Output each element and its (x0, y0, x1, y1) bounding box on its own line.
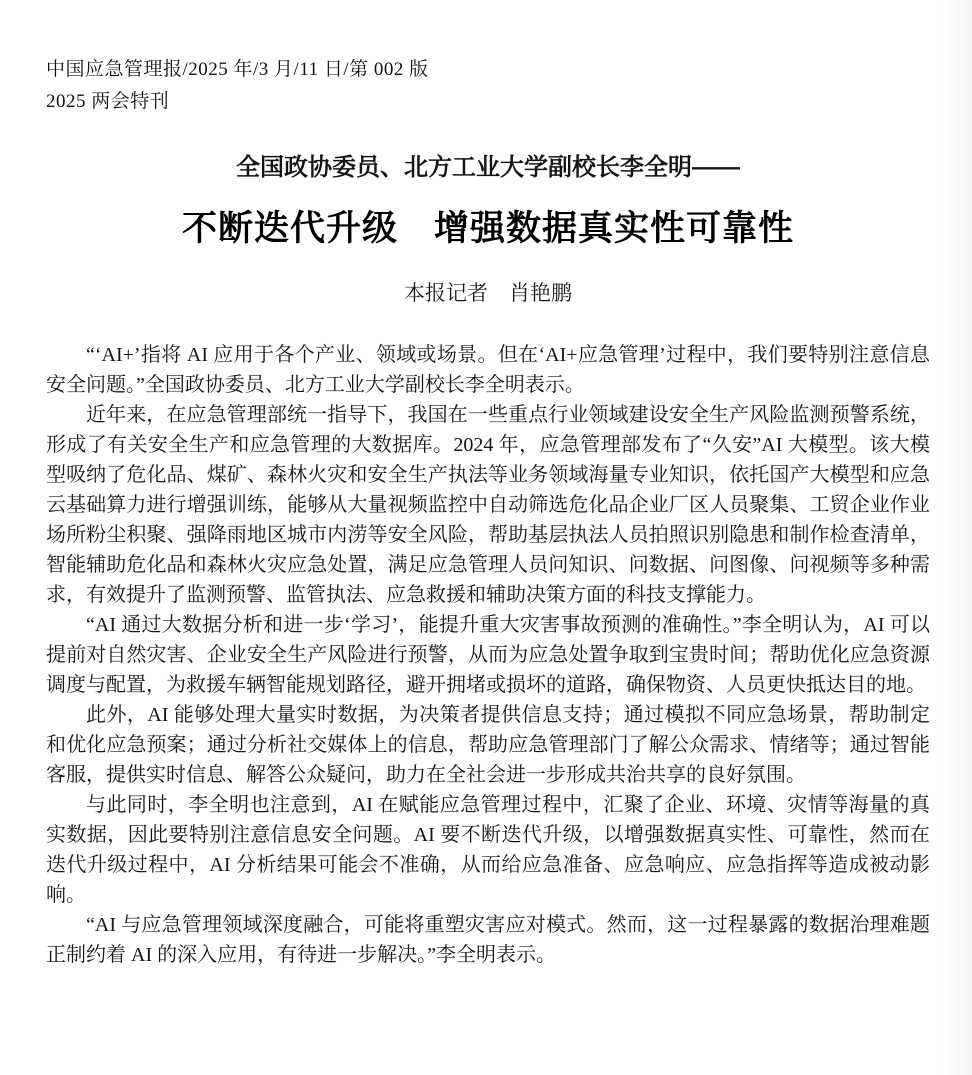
article-byline: 本报记者 肖艳鹏 (404, 281, 572, 305)
article-paragraph: “‘AI+’指将 AI 应用于各个产业、领域或场景。但在‘AI+应急管理’过程中，我们要特别注意信息安全问题。”全国政协委员、北方工业大学副校长李全明表示。 (46, 344, 930, 396)
edition-title: 2025 两会特刊 (46, 91, 170, 112)
article-kicker: 全国政协委员、北方工业大学副校长李全明—— (236, 154, 740, 181)
article-paragraph: 与此同时，李全明也注意到，AI 在赋能应急管理过程中，汇聚了企业、环境、灾情等海量的真实数据，因此要特别注意信息安全问题。AI 要不断迭代升级，以增强数据真实性、可靠性，然而在迭代升级过程中，AI 分析结果可能会不准确，从而给应急准备、应急响应、应急指挥等造成被动影响。 (46, 794, 930, 906)
publication-info: 中国应急管理报/2025 年/3 月/11 日/第 002 版 (46, 59, 429, 80)
masthead (46, 54, 930, 118)
article-paragraph: “AI 与应急管理领域深度融合，可能将重塑灾害应对模式。然而，这一过程暴露的数据治理难题正制约着 AI 的深入应用，有待进一步解决。”李全明表示。 (46, 914, 930, 966)
article-paragraph: “AI 通过大数据分析和进一步‘学习’，能提升重大灾害事故预测的准确性。”李全明认为，AI 可以提前对自然灾害、企业安全生产风险进行预警，从而为应急处置争取到宝贵时间；帮助优化应急资源调度与配置，为救援车辆智能规划路径，避开拥堵或损坏的道路，确保物资、人员更快抵达目的地。 (46, 614, 930, 696)
article-body (46, 340, 930, 970)
article-paragraph: 近年来，在应急管理部统一指导下，我国在一些重点行业领域建设安全生产风险监测预警系统，形成了有关安全生产和应急管理的大数据库。2024 年，应急管理部发布了“久安”AI 大模型。该大模型吸纳了危化品、煤矿、森林火灾和安全生产执法等业务领域海量专业知识，依托国产大模型和应急云基础算力进行增强训练，能够从大量视频监控中自动筛选危化品企业厂区人员聚集、工贸企业作业场所粉尘积聚、强降雨地区城市内涝等安全风险，帮助基层执法人员拍照识别隐患和制作检查清单，智能辅助危化品和森林火灾应急处置，满足应急管理人员问知识、问数据、问图像、问视频等多种需求，有效提升了监测预警、监管执法、应急救援和辅助决策方面的科技支撑能力。 (46, 404, 930, 606)
article-headline: 不断迭代升级 增强数据真实性可靠性 (181, 209, 794, 248)
article-paragraph: 此外，AI 能够处理大量实时数据，为决策者提供信息支持；通过模拟不同应急场景，帮助制定和优化应急预案；通过分析社交媒体上的信息，帮助应急管理部门了解公众需求、情绪等；通过智能客服，提供实时信息、解答公众疑问，助力在全社会进一步形成共治共享的良好氛围。 (46, 704, 930, 786)
